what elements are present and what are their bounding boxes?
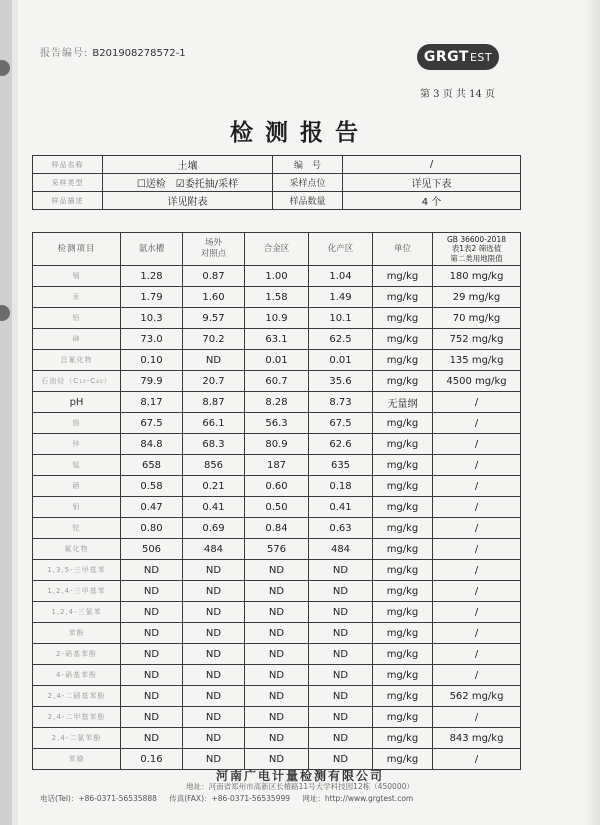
value-cell: ND — [183, 707, 245, 728]
value-cell: ND — [245, 623, 309, 644]
item-name-cell: 钼 — [33, 497, 121, 518]
limit-cell: / — [433, 455, 521, 476]
results-body — [33, 266, 521, 770]
value-cell: ND — [245, 581, 309, 602]
sample-name-label: 样品名称 — [33, 156, 103, 174]
unit-cell: mg/kg — [373, 350, 433, 371]
info-row — [33, 174, 521, 192]
limit-cell: / — [433, 749, 521, 770]
serial-label: 编 号 — [273, 156, 343, 174]
value-cell: 79.9 — [121, 371, 183, 392]
value-cell: ND — [183, 749, 245, 770]
value-cell: 8.17 — [121, 392, 183, 413]
grgtest-logo — [417, 44, 499, 70]
table-row — [33, 434, 521, 455]
table-row — [33, 686, 521, 707]
item-name-cell: 1,2,4-三甲基苯 — [33, 581, 121, 602]
limit-cell: / — [433, 623, 521, 644]
value-cell: 10.1 — [309, 308, 373, 329]
item-name-cell: 锰 — [33, 455, 121, 476]
value-cell: 10.3 — [121, 308, 183, 329]
sampling-point-value: 详见下表 — [343, 174, 521, 192]
value-cell: ND — [121, 623, 183, 644]
value-cell: 1.58 — [245, 287, 309, 308]
item-name-cell: 铅 — [33, 308, 121, 329]
value-cell: 20.7 — [183, 371, 245, 392]
value-cell: 56.3 — [245, 413, 309, 434]
sample-desc-label: 样品描述 — [33, 192, 103, 210]
value-cell: 0.50 — [245, 497, 309, 518]
info-row — [33, 192, 521, 210]
limit-cell: / — [433, 560, 521, 581]
unit-cell: mg/kg — [373, 329, 433, 350]
table-row — [33, 392, 521, 413]
value-cell: ND — [183, 665, 245, 686]
table-row — [33, 728, 521, 749]
value-cell: ND — [183, 581, 245, 602]
header-cell: 单位 — [373, 233, 433, 266]
item-name-cell: 总氰化物 — [33, 350, 121, 371]
unit-cell: mg/kg — [373, 308, 433, 329]
value-cell: 8.73 — [309, 392, 373, 413]
value-cell: ND — [245, 644, 309, 665]
value-cell: 67.5 — [309, 413, 373, 434]
limit-cell: / — [433, 392, 521, 413]
sampling-type-label: 采样类型 — [33, 174, 103, 192]
report-number-label: 报告编号: — [40, 48, 89, 59]
unit-cell: mg/kg — [373, 749, 433, 770]
value-cell: ND — [309, 644, 373, 665]
sample-qty-label: 样品数量 — [273, 192, 343, 210]
item-name-cell: 铬 — [33, 413, 121, 434]
table-row — [33, 413, 521, 434]
limit-cell: 29 mg/kg — [433, 287, 521, 308]
limit-cell: / — [433, 434, 521, 455]
header-cell: GB 36600-2018 表1表2 筛选值 第二类用地限值 — [433, 233, 521, 266]
value-cell: 0.87 — [183, 266, 245, 287]
table-row — [33, 581, 521, 602]
value-cell: ND — [183, 623, 245, 644]
item-name-cell: 2,4-二硝基苯酚 — [33, 686, 121, 707]
value-cell: ND — [121, 728, 183, 749]
item-name-cell: 1,2,4-三氯苯 — [33, 602, 121, 623]
limit-cell: / — [433, 518, 521, 539]
limit-cell: 752 mg/kg — [433, 329, 521, 350]
value-cell: 187 — [245, 455, 309, 476]
limit-cell: / — [433, 539, 521, 560]
company-address: 地址：河南省郑州市高新区长椿路11号大学科技园12栋（450000） — [186, 782, 414, 791]
value-cell: 66.1 — [183, 413, 245, 434]
table-row — [33, 371, 521, 392]
table-row — [33, 497, 521, 518]
website: 网址：http://www.grgtest.com — [302, 794, 414, 803]
value-cell: 0.80 — [121, 518, 183, 539]
value-cell: ND — [245, 665, 309, 686]
header-cell: 化产区 — [309, 233, 373, 266]
table-row — [33, 644, 521, 665]
value-cell: ND — [309, 602, 373, 623]
sample-info-table — [32, 155, 521, 210]
page-title: 检测报告 — [230, 119, 370, 146]
report-number-value: B201908278572-1 — [92, 48, 186, 59]
unit-cell: mg/kg — [373, 665, 433, 686]
limit-cell: / — [433, 602, 521, 623]
value-cell: 8.28 — [245, 392, 309, 413]
logo-main: GRGT — [423, 49, 469, 65]
value-cell: 635 — [309, 455, 373, 476]
unit-cell: mg/kg — [373, 728, 433, 749]
unit-cell: mg/kg — [373, 497, 433, 518]
unit-cell: mg/kg — [373, 371, 433, 392]
item-name-cell: 氟化物 — [33, 539, 121, 560]
unit-cell: mg/kg — [373, 581, 433, 602]
header-cell: 场外 对照点 — [183, 233, 245, 266]
table-row — [33, 476, 521, 497]
item-name-cell: 砷 — [33, 329, 121, 350]
value-cell: ND — [309, 707, 373, 728]
sample-name-value: 土壤 — [103, 156, 273, 174]
value-cell: 35.6 — [309, 371, 373, 392]
serial-value: / — [343, 156, 521, 174]
table-row — [33, 287, 521, 308]
value-cell: ND — [121, 602, 183, 623]
fax: 传真(FAX)：+86-0371-56535999 — [169, 794, 290, 803]
table-header-row — [33, 233, 521, 266]
value-cell: ND — [183, 560, 245, 581]
value-cell: 0.41 — [183, 497, 245, 518]
value-cell: 1.00 — [245, 266, 309, 287]
value-cell: 0.41 — [309, 497, 373, 518]
value-cell: ND — [245, 686, 309, 707]
value-cell: 0.69 — [183, 518, 245, 539]
table-row — [33, 560, 521, 581]
value-cell: ND — [245, 728, 309, 749]
value-cell: 1.28 — [121, 266, 183, 287]
value-cell: ND — [309, 665, 373, 686]
unit-cell: mg/kg — [373, 707, 433, 728]
sample-qty-value: 4 个 — [343, 192, 521, 210]
value-cell: 9.57 — [183, 308, 245, 329]
limit-cell: / — [433, 707, 521, 728]
value-cell: 0.16 — [121, 749, 183, 770]
limit-cell: / — [433, 476, 521, 497]
value-cell: 0.63 — [309, 518, 373, 539]
item-name-cell: 2,4-二氯苯酚 — [33, 728, 121, 749]
value-cell: 1.04 — [309, 266, 373, 287]
info-row — [33, 156, 521, 174]
value-cell: 70.2 — [183, 329, 245, 350]
item-name-cell: pH — [33, 392, 121, 413]
unit-cell: mg/kg — [373, 560, 433, 581]
value-cell: 84.8 — [121, 434, 183, 455]
value-cell: 73.0 — [121, 329, 183, 350]
unit-cell: mg/kg — [373, 434, 433, 455]
value-cell: ND — [309, 623, 373, 644]
value-cell: ND — [245, 707, 309, 728]
tel: 电话(Tel)：+86-0371-56535888 — [40, 794, 157, 803]
value-cell: 63.1 — [245, 329, 309, 350]
results-table — [32, 232, 521, 770]
header-cell: 合金区 — [245, 233, 309, 266]
unit-cell: mg/kg — [373, 455, 433, 476]
value-cell: ND — [121, 560, 183, 581]
limit-cell: 843 mg/kg — [433, 728, 521, 749]
unit-cell: mg/kg — [373, 623, 433, 644]
value-cell: ND — [245, 602, 309, 623]
value-cell: ND — [121, 581, 183, 602]
value-cell: ND — [245, 560, 309, 581]
limit-cell: / — [433, 413, 521, 434]
limit-cell: 135 mg/kg — [433, 350, 521, 371]
value-cell: ND — [183, 350, 245, 371]
table-row — [33, 602, 521, 623]
value-cell: 484 — [183, 539, 245, 560]
value-cell: 1.79 — [121, 287, 183, 308]
value-cell: ND — [309, 728, 373, 749]
unit-cell: 无量纲 — [373, 392, 433, 413]
contact-line — [40, 793, 423, 804]
unit-cell: mg/kg — [373, 413, 433, 434]
value-cell: 0.18 — [309, 476, 373, 497]
item-name-cell: 苯蛲 — [33, 749, 121, 770]
table-row — [33, 308, 521, 329]
value-cell: 506 — [121, 539, 183, 560]
limit-cell: / — [433, 665, 521, 686]
value-cell: ND — [309, 686, 373, 707]
table-row — [33, 623, 521, 644]
value-cell: 0.84 — [245, 518, 309, 539]
value-cell: 0.47 — [121, 497, 183, 518]
value-cell: 10.9 — [245, 308, 309, 329]
value-cell: 1.60 — [183, 287, 245, 308]
limit-cell: 562 mg/kg — [433, 686, 521, 707]
value-cell: 0.01 — [309, 350, 373, 371]
item-name-cell: 4-硝基苯酚 — [33, 665, 121, 686]
item-name-cell: 镉 — [33, 266, 121, 287]
unit-cell: mg/kg — [373, 602, 433, 623]
table-row — [33, 707, 521, 728]
value-cell: ND — [121, 644, 183, 665]
value-cell: ND — [121, 686, 183, 707]
sampling-type-value: ☐送检 ☑委托抽/采样 — [103, 174, 273, 192]
limit-cell: / — [433, 581, 521, 602]
unit-cell: mg/kg — [373, 686, 433, 707]
table-row — [33, 518, 521, 539]
value-cell: 8.87 — [183, 392, 245, 413]
value-cell: ND — [309, 581, 373, 602]
value-cell: ND — [183, 644, 245, 665]
value-cell: 0.21 — [183, 476, 245, 497]
item-name-cell: 铊 — [33, 518, 121, 539]
item-name-cell: 汞 — [33, 287, 121, 308]
value-cell: 62.6 — [309, 434, 373, 455]
value-cell: ND — [183, 728, 245, 749]
logo-sub: EST — [469, 50, 493, 64]
header-cell: 检测项目 — [33, 233, 121, 266]
limit-cell: 70 mg/kg — [433, 308, 521, 329]
value-cell: ND — [121, 665, 183, 686]
value-cell: ND — [183, 602, 245, 623]
value-cell: ND — [245, 749, 309, 770]
value-cell: ND — [121, 707, 183, 728]
unit-cell: mg/kg — [373, 287, 433, 308]
limit-cell: / — [433, 644, 521, 665]
page-indicator: 第 3 页 共 14 页 — [420, 89, 495, 100]
value-cell: 67.5 — [121, 413, 183, 434]
value-cell: 1.49 — [309, 287, 373, 308]
value-cell: 484 — [309, 539, 373, 560]
table-row — [33, 329, 521, 350]
value-cell: 576 — [245, 539, 309, 560]
value-cell: ND — [309, 749, 373, 770]
sampling-point-label: 采样点位 — [273, 174, 343, 192]
value-cell: 0.60 — [245, 476, 309, 497]
item-name-cell: 硒 — [33, 476, 121, 497]
header-cell: 氨水槽 — [121, 233, 183, 266]
table-row — [33, 665, 521, 686]
unit-cell: mg/kg — [373, 644, 433, 665]
item-name-cell: 石油烃（C₁₀-C₄₀） — [33, 371, 121, 392]
item-name-cell: 锌 — [33, 434, 121, 455]
item-name-cell: 1,3,5-三甲基苯 — [33, 560, 121, 581]
value-cell: 62.5 — [309, 329, 373, 350]
company-name: 河南广电计量检测有限公司 — [215, 769, 384, 783]
table-row — [33, 350, 521, 371]
value-cell: 0.01 — [245, 350, 309, 371]
table-row — [33, 455, 521, 476]
value-cell: 60.7 — [245, 371, 309, 392]
unit-cell: mg/kg — [373, 266, 433, 287]
sample-desc-value: 详见附表 — [103, 192, 273, 210]
unit-cell: mg/kg — [373, 476, 433, 497]
value-cell: 0.58 — [121, 476, 183, 497]
value-cell: 68.3 — [183, 434, 245, 455]
table-row — [33, 539, 521, 560]
value-cell: ND — [183, 686, 245, 707]
unit-cell: mg/kg — [373, 518, 433, 539]
value-cell: 80.9 — [245, 434, 309, 455]
limit-cell: 180 mg/kg — [433, 266, 521, 287]
item-name-cell: 2-硝基苯酚 — [33, 644, 121, 665]
value-cell: 0.10 — [121, 350, 183, 371]
table-row — [33, 266, 521, 287]
limit-cell: 4500 mg/kg — [433, 371, 521, 392]
value-cell: ND — [309, 560, 373, 581]
unit-cell: mg/kg — [373, 539, 433, 560]
value-cell: 658 — [121, 455, 183, 476]
item-name-cell: 2,4-二甲基苯酚 — [33, 707, 121, 728]
item-name-cell: 苯酚 — [33, 623, 121, 644]
report-number — [40, 44, 186, 59]
limit-cell: / — [433, 497, 521, 518]
value-cell: 856 — [183, 455, 245, 476]
